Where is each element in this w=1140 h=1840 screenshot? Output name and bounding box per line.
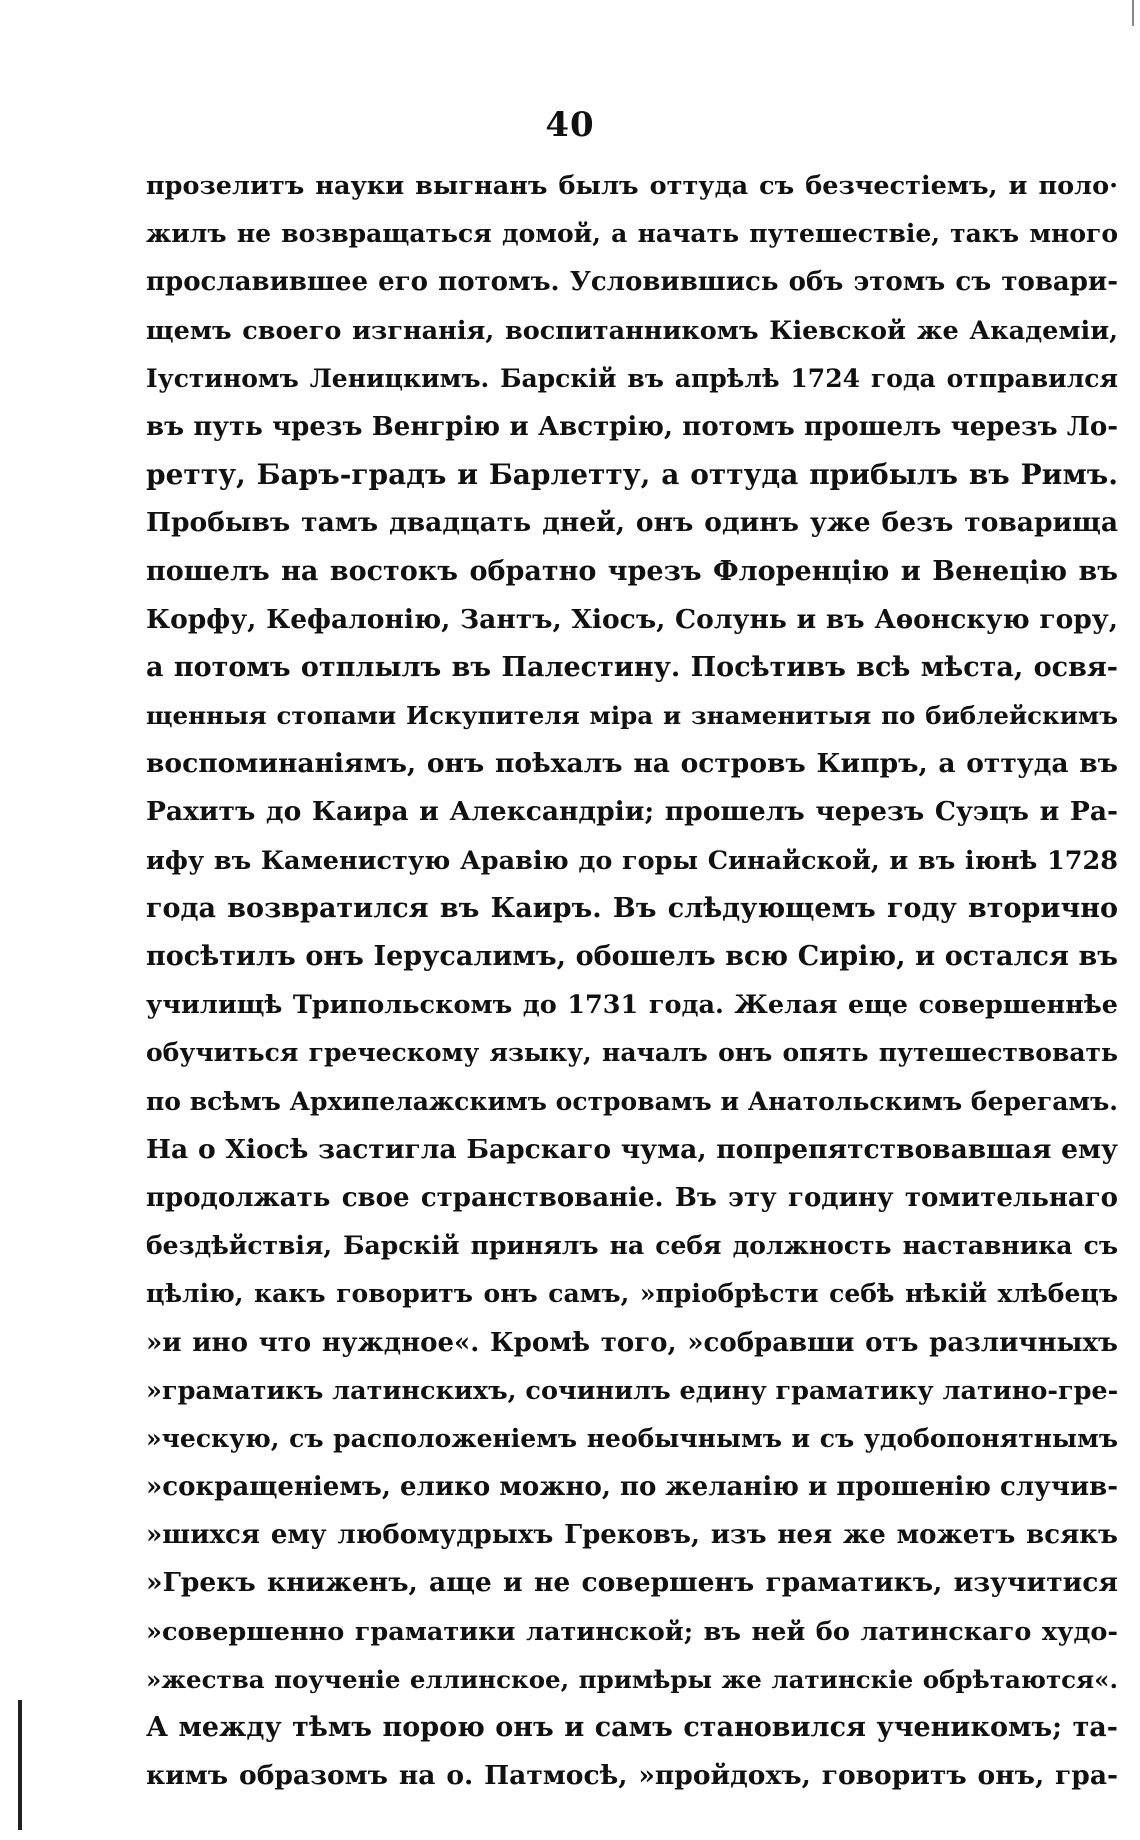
- text-line: прозелитъ науки выгнанъ былъ оттуда съ безчестіемъ, и поло·: [146, 171, 1118, 201]
- text-line: посѣтилъ онъ Іерусалимъ, обошелъ всю Сирію, и остался въ: [146, 941, 1118, 972]
- text-line: кимъ образомъ на о. Патмосѣ, »пройдохъ, говоритъ онъ, гра-: [146, 1760, 1118, 1792]
- text-line: »ческую, съ расположеніемъ необычнымъ и съ удобопонятнымъ: [146, 1423, 1118, 1453]
- text-line: пошелъ на востокъ обратно чрезъ Флоренцію и Венецію въ: [146, 555, 1118, 587]
- text-line: »граматикъ латинскихъ, сочинилъ едину граматику латино-гре-: [146, 1375, 1119, 1406]
- text-line: въ путь чрезъ Венгрію и Австрію, потомъ прошелъ черезъ Ло-: [146, 411, 1118, 442]
- text-line: »и ино что нуждное«. Кромѣ того, »собравши отъ различныхъ: [146, 1327, 1118, 1358]
- text-line: А между тѣмъ порою онъ и самъ становился ученикомъ; та-: [146, 1712, 1118, 1743]
- text-line: Рахитъ до Каира и Александріи; прошелъ черезъ Суэцъ и Ра-: [146, 796, 1118, 828]
- text-line: по всѣмъ Архипелажскимъ островамъ и Анатольскимъ берегамъ.: [146, 1086, 1118, 1116]
- text-line: ретту, Баръ-градъ и Барлетту, а оттуда прибылъ въ Римъ.: [146, 458, 1118, 492]
- page-edge-mark: [1132, 0, 1134, 26]
- text-line: прославившее его потомъ. Условившись объ этомъ съ товари-: [146, 267, 1118, 298]
- text-line: Іустиномъ Леницкимъ. Барскій въ апрѣлѣ 1724 года отправился: [146, 363, 1118, 393]
- text-line: обучиться греческому языку, началъ онъ опять путешествовать: [146, 1038, 1118, 1068]
- text-line: »шихся ему любомудрыхъ Грековъ, изъ нея же можетъ всякъ: [146, 1520, 1118, 1551]
- text-line: щемъ своего изгнанія, воспитанникомъ Кіевской же Академіи,: [146, 315, 1118, 346]
- page-number: 40: [545, 105, 595, 145]
- text-line: Корфу, Кефалонію, Зантъ, Хіосъ, Солунь и въ Аѳонскую гору,: [146, 603, 1118, 635]
- text-line: »Грекъ книженъ, аще и не совершенъ граматикъ, изучитися: [146, 1567, 1118, 1599]
- text-line: »жества поученіе еллинское, примѣры же латинскіе обрѣтаются«.: [146, 1664, 1118, 1694]
- text-line: года возвратился въ Каиръ. Въ слѣдующемъ году вторично: [146, 892, 1118, 924]
- text-line: На о Хіосѣ застигла Барскаго чума, попрепятствовавшая ему: [146, 1133, 1118, 1165]
- text-line: Пробывъ тамъ двадцать дней, онъ одинъ уже безъ товарища: [146, 507, 1118, 539]
- text-line: а потомъ отплылъ въ Палестину. Посѣтивъ всѣ мѣста, освя-: [146, 651, 1118, 683]
- text-line: щенныя стопами Искупителя міра и знаменитыя по библейскимъ: [146, 701, 1118, 731]
- binding-edge-mark: [18, 1700, 22, 1830]
- text-line: цѣлію, какъ говоритъ онъ самъ, »пріобрѣсти себѣ нѣкій хлѣбецъ: [146, 1279, 1118, 1309]
- text-line: воспоминаніямъ, онъ поѣхалъ на островъ Кипръ, а оттуда въ: [146, 748, 1118, 780]
- text-line: »сокращеніемъ, елико можно, по желанію и прошенію случив-: [146, 1472, 1118, 1503]
- text-line: училищѣ Трипольскомъ до 1731 года. Желая еще совершеннѣе: [146, 990, 1118, 1021]
- text-line: продолжать свое странствованіе. Въ эту годину томительнаго: [146, 1182, 1118, 1213]
- text-line: »совершенно граматики латинской; въ ней бо латинскаго худо-: [146, 1616, 1118, 1647]
- text-line: жилъ не возвращаться домой, а начать путешествіе, такъ много: [146, 219, 1118, 249]
- text-line: ифу въ Каменистую Аравію до горы Синайской, и въ іюнѣ 1728: [146, 845, 1118, 876]
- text-line: бездѣйствія, Барскій принялъ на себя должность наставника съ: [146, 1231, 1118, 1261]
- body-text: [146, 162, 1118, 1800]
